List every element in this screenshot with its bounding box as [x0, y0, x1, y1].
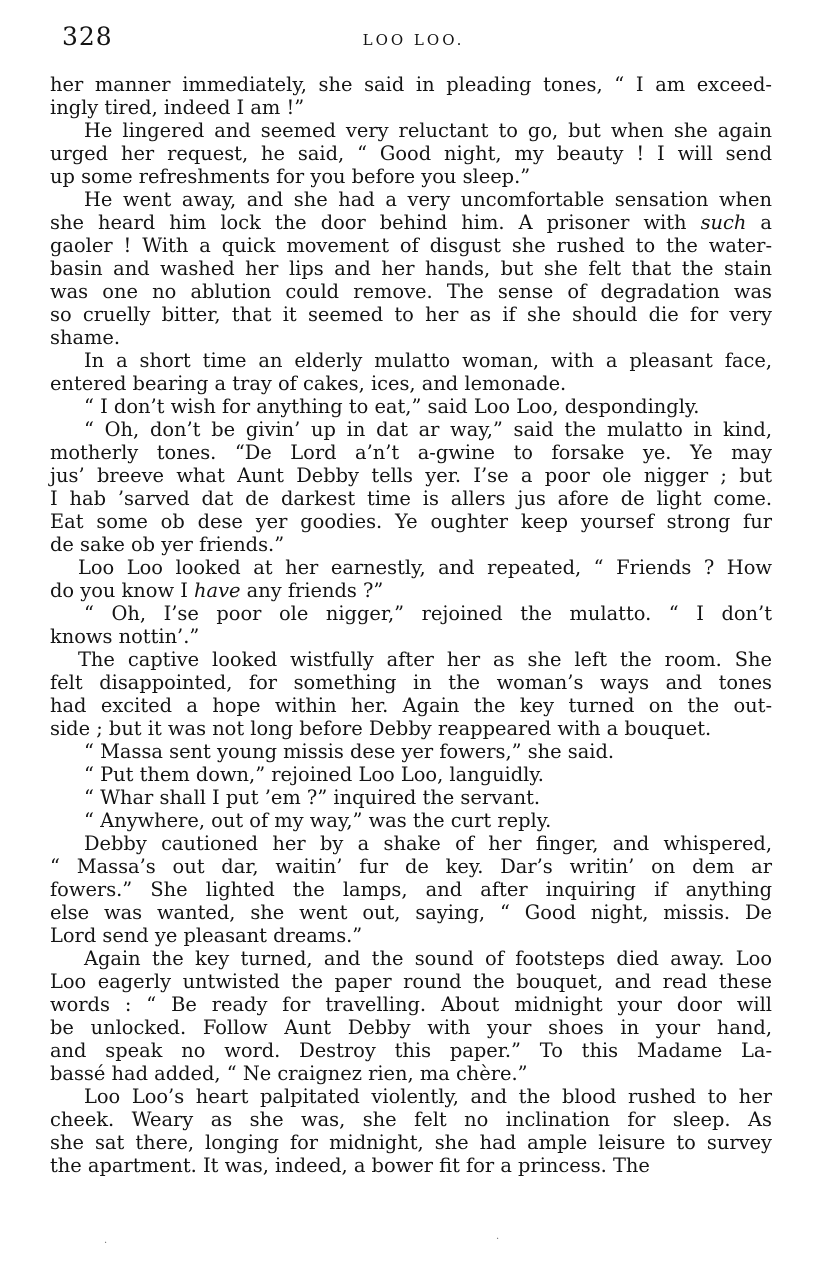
print-speck: · — [104, 1238, 108, 1249]
line-segment: “ Massa’s out dar, waitin’ fur de key. Dar’s writin’ on dem ar — [50, 855, 772, 878]
line-segment: “ Massa sent young missis dese yer fowers,” she said. — [84, 740, 615, 763]
line-segment: motherly tones. “De Lord a’n’t a-gwine to forsake ye. Ye may — [50, 441, 772, 464]
line-segment: she sat there, longing for midnight, she had ample leisure to survey — [50, 1131, 772, 1154]
text-line — [50, 257, 772, 280]
text-line — [50, 487, 772, 510]
line-segment: else was wanted, she went out, saying, “ Good night, missis. De — [50, 901, 772, 924]
line-segment: He went away, and she had a very uncomfortable sensation when — [84, 188, 772, 211]
running-title: LOO LOO. — [362, 31, 465, 49]
text-line — [50, 1154, 772, 1177]
text-line — [50, 188, 772, 211]
text-line — [50, 717, 772, 740]
line-segment: knows nottin’.” — [50, 625, 200, 648]
italic-text: have — [194, 579, 241, 602]
line-segment: He lingered and seemed very reluctant to go, but when she again — [84, 119, 772, 142]
line-segment: she heard him lock the door behind him. A prisoner with — [50, 211, 701, 234]
line-segment: Loo Loo looked at her earnestly, and repeated, “ Friends ? How — [78, 556, 772, 579]
text-line — [50, 1039, 772, 1062]
text-line — [50, 625, 772, 648]
line-segment: de sake ob yer friends.” — [50, 533, 285, 556]
line-segment: Eat some ob dese yer goodies. Ye oughter keep yoursef strong fur — [50, 510, 772, 533]
line-segment: ingly tired, indeed I am !” — [50, 96, 305, 119]
text-line — [50, 211, 772, 234]
text-line — [50, 395, 772, 418]
line-segment: so cruelly bitter, that it seemed to her as if she should die for very — [50, 303, 772, 326]
text-line — [50, 924, 772, 947]
text-line — [50, 832, 772, 855]
text-line — [50, 418, 772, 441]
text-line — [50, 671, 772, 694]
text-line — [50, 556, 772, 579]
body-text — [50, 73, 772, 1177]
text-line — [50, 694, 772, 717]
text-line — [50, 1085, 772, 1108]
line-segment: was one no ablution could remove. The sense of degradation was — [50, 280, 772, 303]
text-line — [50, 878, 772, 901]
text-line — [50, 602, 772, 625]
text-line — [50, 1016, 772, 1039]
line-segment: do you know I — [50, 579, 195, 602]
page-number: 328 — [62, 22, 113, 51]
line-segment: In a short time an elderly mulatto woman, with a pleasant face, — [84, 349, 772, 372]
line-segment: gaoler ! With a quick movement of disgust she rushed to the water- — [50, 234, 772, 257]
line-segment: shame. — [50, 326, 121, 349]
text-line — [50, 142, 772, 165]
line-segment: up some refreshments for you before you sleep.” — [50, 165, 531, 188]
text-line — [50, 234, 772, 257]
text-line — [50, 441, 772, 464]
text-line — [50, 993, 772, 1016]
text-line — [50, 1131, 772, 1154]
line-segment: “ I don’t wish for anything to eat,” said Loo Loo, despondingly. — [84, 395, 700, 418]
text-line — [50, 786, 772, 809]
text-line — [50, 1062, 772, 1085]
text-line — [50, 280, 772, 303]
line-segment: The captive looked wistfully after her as she left the room. She — [78, 648, 772, 671]
text-line — [50, 1108, 772, 1131]
line-segment: basin and washed her lips and her hands, but she felt that the stain — [50, 257, 772, 280]
line-segment: “ Anywhere, out of my way,” was the curt reply. — [84, 809, 552, 832]
line-segment: her manner immediately, she said in pleading tones, “ I am exceed- — [50, 73, 772, 96]
line-segment: any friends ?” — [240, 579, 384, 602]
line-segment: a — [746, 211, 772, 234]
line-segment: Loo eagerly untwisted the paper round the bouquet, and read these — [50, 970, 772, 993]
text-line — [50, 165, 772, 188]
line-segment: “ Oh, I’se poor ole nigger,” rejoined the mulatto. “ I don’t — [84, 602, 772, 625]
italic-text: such — [700, 211, 747, 234]
line-segment: had excited a hope within her. Again the key turned on the out- — [50, 694, 772, 717]
text-line — [50, 533, 772, 556]
line-segment: be unlocked. Follow Aunt Debby with your shoes in your hand, — [50, 1016, 772, 1039]
text-line — [50, 579, 772, 602]
line-segment: “ Put them down,” rejoined Loo Loo, languidly. — [84, 763, 544, 786]
line-segment: Lord send ye pleasant dreams.” — [50, 924, 363, 947]
text-line — [50, 73, 772, 96]
line-segment: bassé had added, “ Ne craignez rien, ma chère.” — [50, 1062, 528, 1085]
text-line — [50, 763, 772, 786]
line-segment: side ; but it was not long before Debby reappeared with a bouquet. — [50, 717, 712, 740]
line-segment: I hab ’sarved dat de darkest time is allers jus afore de light come. — [50, 487, 772, 510]
line-segment: words : “ Be ready for travelling. About midnight your door will — [50, 993, 772, 1016]
text-line — [50, 901, 772, 924]
page-header — [0, 22, 827, 52]
line-segment: cheek. Weary as she was, she felt no inclination for sleep. As — [50, 1108, 772, 1131]
text-line — [50, 96, 772, 119]
line-segment: jus’ breeve what Aunt Debby tells yer. I’se a poor ole nigger ; but — [50, 464, 772, 487]
text-line — [50, 809, 772, 832]
text-line — [50, 648, 772, 671]
line-segment: fowers.” She lighted the lamps, and after inquiring if anything — [50, 878, 772, 901]
text-line — [50, 303, 772, 326]
line-segment: the apartment. It was, indeed, a bower fit for a princess. The — [50, 1154, 650, 1177]
line-segment: “ Oh, don’t be givin’ up in dat ar way,” said the mulatto in kind, — [84, 418, 772, 441]
text-line — [50, 510, 772, 533]
line-segment: urged her request, he said, “ Good night, my beauty ! I will send — [50, 142, 772, 165]
text-line — [50, 970, 772, 993]
line-segment: Debby cautioned her by a shake of her finger, and whispered, — [84, 832, 772, 855]
line-segment: Loo Loo’s heart palpitated violently, and the blood rushed to her — [84, 1085, 772, 1108]
text-line — [50, 464, 772, 487]
text-line — [50, 372, 772, 395]
line-segment: Again the key turned, and the sound of footsteps died away. Loo — [84, 947, 772, 970]
print-speck: · — [496, 1234, 500, 1245]
line-segment: entered bearing a tray of cakes, ices, and lemonade. — [50, 372, 567, 395]
line-segment: “ Whar shall I put ’em ?” inquired the servant. — [84, 786, 541, 809]
line-segment: and speak no word. Destroy this paper.” To this Madame La- — [50, 1039, 772, 1062]
text-line — [50, 349, 772, 372]
text-line — [50, 947, 772, 970]
text-line — [50, 740, 772, 763]
text-line — [50, 855, 772, 878]
line-segment: felt disappointed, for something in the woman’s ways and tones — [50, 671, 772, 694]
text-line — [50, 119, 772, 142]
text-line — [50, 326, 772, 349]
